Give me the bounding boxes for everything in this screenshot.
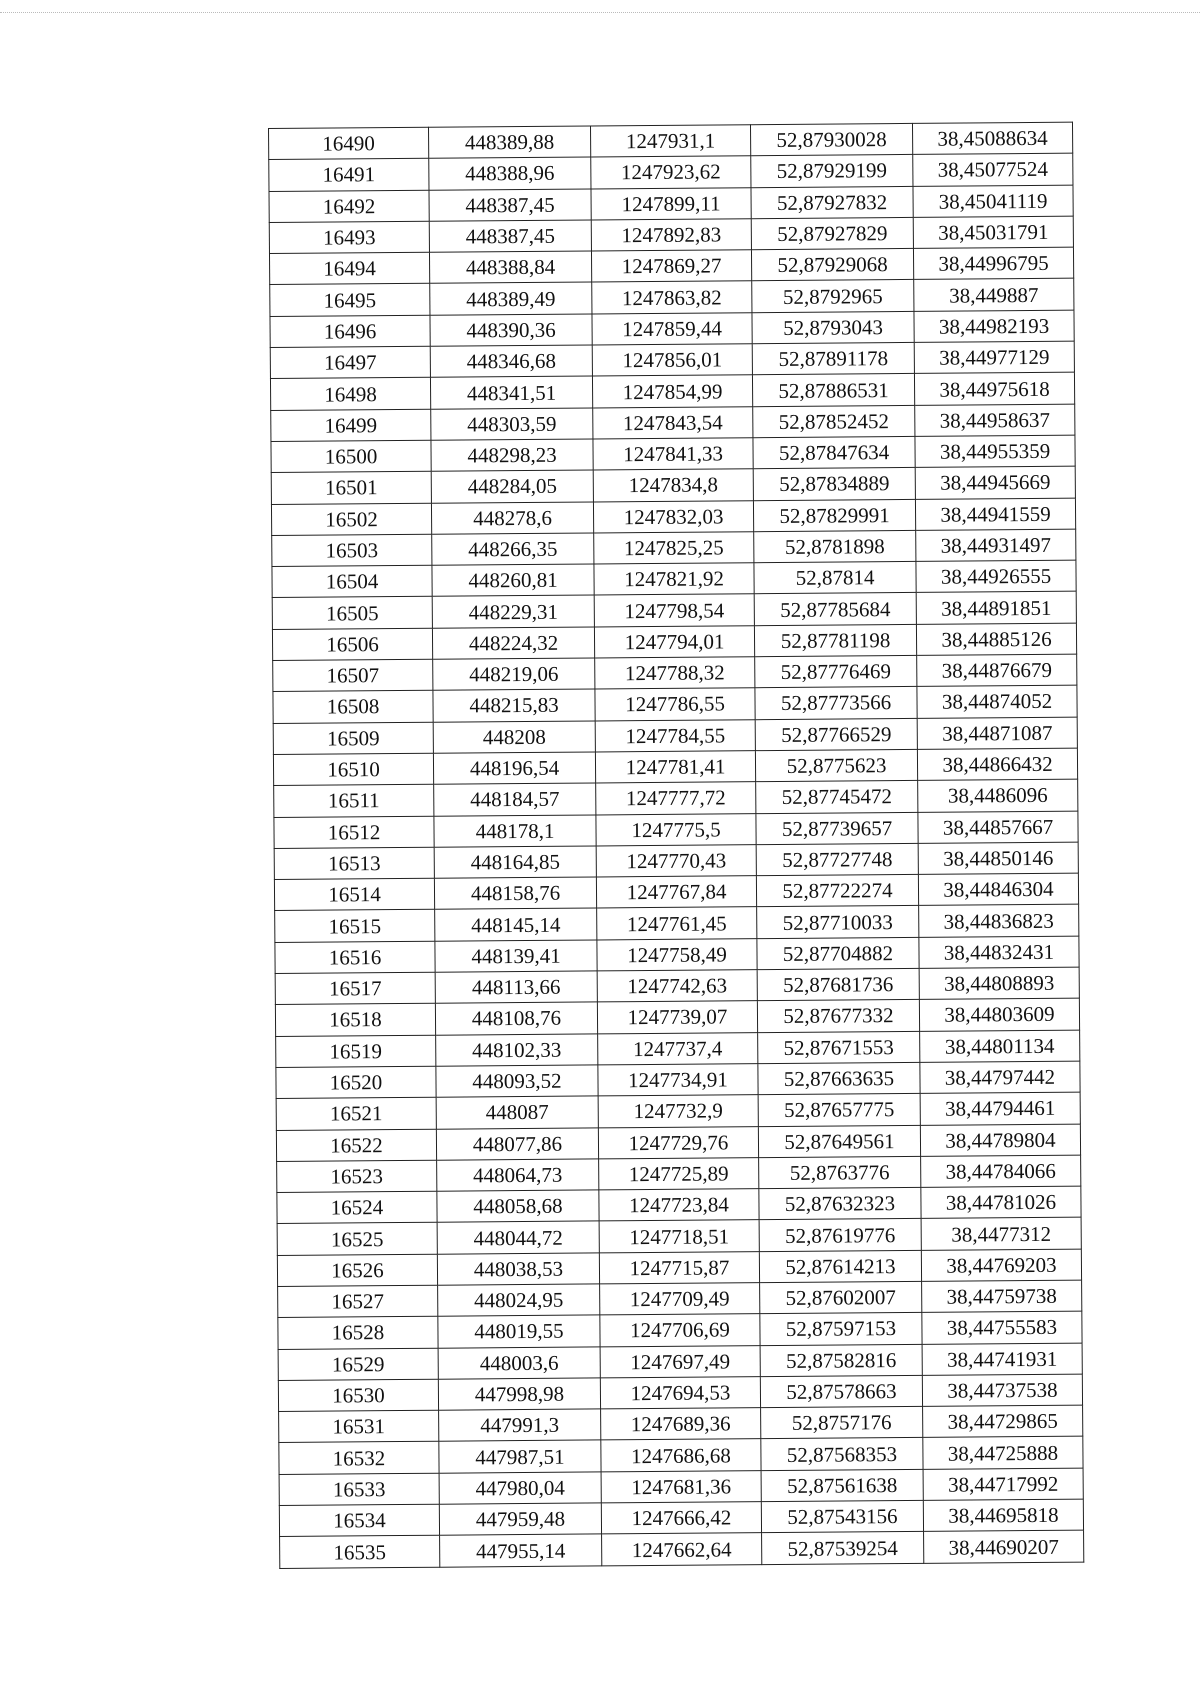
table-cell: 1247854,99	[592, 375, 752, 408]
table-cell: 448058,68	[437, 1190, 599, 1223]
table-cell: 16493	[269, 221, 429, 254]
table-cell: 1247859,44	[592, 312, 752, 345]
coordinates-table	[268, 122, 1084, 1569]
table-cell: 447987,51	[439, 1440, 601, 1473]
table-cell: 448196,54	[433, 752, 595, 785]
table-cell: 52,87704882	[757, 937, 919, 970]
table-cell: 1247686,68	[601, 1439, 761, 1472]
table-cell: 52,87561638	[761, 1469, 923, 1502]
table-cell: 52,87578663	[760, 1375, 922, 1408]
table-cell: 38,44741931	[922, 1343, 1082, 1376]
table-cell: 38,44871087	[917, 717, 1077, 750]
table-cell: 1247662,64	[602, 1533, 762, 1566]
table-cell: 16503	[272, 534, 432, 567]
table-cell: 16502	[271, 503, 431, 536]
table-cell: 38,44958637	[915, 404, 1075, 437]
table-cell: 1247732,9	[598, 1095, 758, 1128]
table-cell: 16516	[275, 941, 435, 974]
table-cell: 16510	[273, 753, 433, 786]
table-cell: 1247781,41	[595, 751, 755, 784]
table-cell: 38,44926555	[916, 560, 1076, 593]
table-cell: 1247821,92	[594, 563, 754, 596]
table-cell: 52,87539254	[762, 1532, 924, 1565]
table-cell: 52,87852452	[753, 405, 915, 438]
table-cell: 448003,6	[438, 1347, 600, 1380]
table-cell: 16523	[277, 1160, 437, 1193]
table-cell: 16507	[273, 659, 433, 692]
table-cell: 16498	[270, 378, 430, 411]
table-cell: 16521	[276, 1097, 436, 1130]
table-cell: 52,87927832	[751, 186, 913, 219]
table-cell: 448219,06	[433, 658, 595, 691]
table-cell: 448208	[433, 721, 595, 754]
table-cell: 1247784,55	[595, 719, 755, 752]
table-cell: 1247742,63	[597, 970, 757, 1003]
table-cell: 448389,49	[430, 282, 592, 315]
table-cell: 52,8763776	[759, 1156, 921, 1189]
table-cell: 38,44846304	[918, 873, 1078, 906]
table-cell: 16496	[270, 315, 430, 348]
table-cell: 52,87847634	[753, 436, 915, 469]
table-cell: 16491	[269, 159, 429, 192]
table-cell: 16525	[277, 1223, 437, 1256]
table-cell: 52,87649561	[758, 1125, 920, 1158]
table-cell: 448284,05	[431, 470, 593, 503]
table-cell: 448024,95	[438, 1284, 600, 1317]
table-cell: 16524	[277, 1191, 437, 1224]
table-cell: 38,44797442	[920, 1061, 1080, 1094]
table-cell: 1247737,4	[598, 1032, 758, 1065]
table-cell: 38,44832431	[919, 936, 1079, 969]
coordinates-table-body	[269, 122, 1084, 1568]
table-cell: 1247697,49	[600, 1345, 760, 1378]
table-cell: 38,44695818	[923, 1499, 1083, 1532]
table-cell: 448108,76	[435, 1002, 597, 1035]
table-cell: 1247770,43	[596, 845, 756, 878]
table-cell: 38,44996795	[913, 247, 1073, 280]
table-cell: 16508	[273, 691, 433, 724]
table-cell: 38,44781026	[921, 1186, 1081, 1219]
table-cell: 1247734,91	[598, 1064, 758, 1097]
table-cell: 1247715,87	[599, 1251, 759, 1284]
table-cell: 52,87834889	[753, 468, 915, 501]
table-cell: 16531	[279, 1410, 439, 1443]
table-cell: 52,87739657	[756, 812, 918, 845]
table-cell: 16506	[272, 628, 432, 661]
table-cell: 1247706,69	[600, 1314, 760, 1347]
table-cell: 1247863,82	[592, 281, 752, 314]
table-cell: 448346,68	[430, 345, 592, 378]
table-cell: 448390,36	[430, 314, 592, 347]
table-cell: 52,87814	[754, 562, 916, 595]
table-cell: 447959,48	[439, 1503, 601, 1536]
table-cell: 1247843,54	[593, 406, 753, 439]
table-cell: 52,8793043	[752, 311, 914, 344]
table-cell: 1247761,45	[597, 907, 757, 940]
table-cell: 52,8781898	[754, 530, 916, 563]
table-cell: 38,44801134	[920, 1030, 1080, 1063]
table-cell: 1247899,11	[591, 187, 751, 220]
table-cell: 448229,31	[432, 595, 594, 628]
table-cell: 448178,1	[434, 814, 596, 847]
table-cell: 52,87602007	[760, 1281, 922, 1314]
table-cell: 52,87891178	[752, 343, 914, 376]
table-cell: 1247729,76	[598, 1126, 758, 1159]
table-cell: 1247841,33	[593, 438, 753, 471]
table-cell: 1247892,83	[591, 219, 751, 252]
table-cell: 52,87619776	[759, 1219, 921, 1252]
table-cell: 38,44857667	[918, 811, 1078, 844]
table-cell: 448102,33	[436, 1034, 598, 1067]
table-cell: 447955,14	[440, 1534, 602, 1567]
table-cell: 1247869,27	[591, 250, 751, 283]
table-cell: 52,87657775	[758, 1094, 920, 1127]
table-cell: 16514	[274, 878, 434, 911]
table-cell: 448341,51	[430, 376, 592, 409]
table-cell: 52,87710033	[757, 906, 919, 939]
table-cell: 38,44982193	[914, 310, 1074, 343]
table-cell: 38,44977129	[914, 341, 1074, 374]
table-row	[280, 1530, 1084, 1568]
table-cell: 38,44941559	[915, 498, 1075, 531]
table-cell: 448064,73	[437, 1159, 599, 1192]
table-cell: 52,87927829	[751, 217, 913, 250]
table-cell: 16528	[278, 1316, 438, 1349]
table-cell: 16526	[277, 1254, 437, 1287]
table-cell: 1247767,84	[596, 876, 756, 909]
table-cell: 52,87632323	[759, 1187, 921, 1220]
table-cell: 38,45031791	[913, 216, 1073, 249]
table-cell: 52,87582816	[760, 1344, 922, 1377]
table-cell: 38,44717992	[923, 1468, 1083, 1501]
table-cell: 16517	[275, 972, 435, 1005]
table-cell: 1247723,84	[599, 1189, 759, 1222]
table-cell: 52,87614213	[759, 1250, 921, 1283]
table-cell: 16522	[276, 1129, 436, 1162]
table-cell: 447980,04	[439, 1472, 601, 1505]
table-cell: 16513	[274, 847, 434, 880]
table-cell: 38,44759738	[922, 1280, 1082, 1313]
table-cell: 448298,23	[431, 439, 593, 472]
table-cell: 38,44955359	[915, 435, 1075, 468]
table-cell: 16512	[274, 816, 434, 849]
table-cell: 38,44874052	[917, 686, 1077, 719]
table-cell: 16519	[276, 1035, 436, 1068]
table-cell: 448387,45	[429, 189, 591, 222]
table-cell: 1247689,36	[601, 1408, 761, 1441]
table-cell: 38,44690207	[924, 1530, 1084, 1563]
table-cell: 52,87597153	[760, 1313, 922, 1346]
table-cell: 1247931,1	[590, 125, 750, 158]
table-cell: 448260,81	[432, 564, 594, 597]
table-cell: 38,45077524	[913, 153, 1073, 186]
table-cell: 38,44737538	[922, 1374, 1082, 1407]
table-cell: 16490	[269, 127, 429, 160]
table-cell: 52,87766529	[755, 718, 917, 751]
table-cell: 1247794,01	[594, 625, 754, 658]
table-cell: 52,87722274	[756, 875, 918, 908]
table-cell: 52,8757176	[761, 1407, 923, 1440]
table-cell: 52,87785684	[754, 593, 916, 626]
table-cell: 1247832,03	[593, 500, 753, 533]
table-cell: 38,45088634	[912, 122, 1072, 155]
table-cell: 38,44725888	[923, 1437, 1083, 1470]
table-cell: 1247825,25	[594, 532, 754, 565]
table-cell: 448164,85	[434, 846, 596, 879]
table-cell: 16534	[279, 1504, 439, 1537]
table-cell: 1247666,42	[601, 1502, 761, 1535]
table-cell: 16515	[275, 910, 435, 943]
table-cell: 16495	[270, 284, 430, 317]
table-cell: 38,44876679	[917, 654, 1077, 687]
table-cell: 448388,96	[429, 157, 591, 190]
table-cell: 1247788,32	[595, 657, 755, 690]
table-cell: 38,4477312	[921, 1218, 1081, 1251]
table-cell: 1247681,36	[601, 1470, 761, 1503]
table-cell: 1247923,62	[591, 156, 751, 189]
table-cell: 16511	[274, 784, 434, 817]
table-cell: 448145,14	[435, 908, 597, 941]
table-cell: 38,4486096	[918, 779, 1078, 812]
table-cell: 16504	[272, 565, 432, 598]
table-cell: 52,87681736	[757, 968, 919, 1001]
table-cell: 448184,57	[434, 783, 596, 816]
table-cell: 38,44784066	[921, 1155, 1081, 1188]
table-cell: 38,44755583	[922, 1311, 1082, 1344]
table-cell: 16530	[278, 1379, 438, 1412]
table-cell: 448044,72	[437, 1221, 599, 1254]
table-cell: 1247758,49	[597, 938, 757, 971]
table-cell: 448113,66	[435, 971, 597, 1004]
table-cell: 16499	[271, 409, 431, 442]
table-cell: 448224,32	[432, 627, 594, 660]
table-cell: 16494	[269, 252, 429, 285]
table-cell: 52,8792965	[752, 280, 914, 313]
table-cell: 448388,84	[429, 251, 591, 284]
table-cell: 447998,98	[438, 1378, 600, 1411]
table-cell: 16505	[272, 597, 432, 630]
table-cell: 38,44885126	[916, 623, 1076, 656]
table-cell: 52,87773566	[755, 687, 917, 720]
table-cell: 38,44794461	[920, 1092, 1080, 1125]
table-cell: 1247777,72	[596, 782, 756, 815]
table-cell: 52,87745472	[756, 781, 918, 814]
table-cell: 448139,41	[435, 940, 597, 973]
table-cell: 16500	[271, 440, 431, 473]
table-cell: 38,44789804	[920, 1124, 1080, 1157]
table-cell: 38,449887	[914, 279, 1074, 312]
table-cell: 1247718,51	[599, 1220, 759, 1253]
table-cell: 52,87781198	[754, 624, 916, 657]
table-cell: 52,87568353	[761, 1438, 923, 1471]
table-cell: 38,44945669	[915, 466, 1075, 499]
table-cell: 1247786,55	[595, 688, 755, 721]
table-cell: 38,44975618	[914, 373, 1074, 406]
table-cell: 16497	[270, 346, 430, 379]
table-cell: 52,87677332	[757, 1000, 919, 1033]
table-cell: 16527	[278, 1285, 438, 1318]
table-cell: 448087	[436, 1096, 598, 1129]
table-cell: 52,87929199	[751, 155, 913, 188]
table-cell: 448278,6	[431, 502, 593, 535]
table-cell: 52,87929068	[751, 249, 913, 282]
table-cell: 16532	[279, 1442, 439, 1475]
table-cell: 52,87829991	[753, 499, 915, 532]
table-cell: 52,87727748	[756, 843, 918, 876]
table-cell: 447991,3	[439, 1409, 601, 1442]
table-cell: 448038,53	[437, 1253, 599, 1286]
table-cell: 1247775,5	[596, 813, 756, 846]
table-cell: 52,87663635	[758, 1062, 920, 1095]
table-cell: 38,44891851	[916, 592, 1076, 625]
table-cell: 448266,35	[432, 533, 594, 566]
table-cell: 448158,76	[434, 877, 596, 910]
table-cell: 38,44769203	[921, 1249, 1081, 1282]
scan-edge-line	[0, 12, 1200, 13]
table-cell: 52,87930028	[750, 123, 912, 156]
table-cell: 1247709,49	[600, 1283, 760, 1316]
table-cell: 1247694,53	[600, 1377, 760, 1410]
table-cell: 1247739,07	[597, 1001, 757, 1034]
table-cell: 16533	[279, 1473, 439, 1506]
table-cell: 16520	[276, 1066, 436, 1099]
table-cell: 38,44836823	[919, 905, 1079, 938]
table-cell: 16501	[271, 471, 431, 504]
table-cell: 16509	[273, 722, 433, 755]
table-cell: 448389,88	[428, 126, 590, 159]
table-cell: 38,44803609	[919, 998, 1079, 1031]
table-cell: 448215,83	[433, 689, 595, 722]
table-cell: 448077,86	[436, 1127, 598, 1160]
table-cell: 16492	[269, 190, 429, 223]
table-cell: 38,44931497	[916, 529, 1076, 562]
table-cell: 448019,55	[438, 1315, 600, 1348]
table-cell: 52,87543156	[761, 1500, 923, 1533]
table-cell: 1247856,01	[592, 344, 752, 377]
table-cell: 1247798,54	[594, 594, 754, 627]
table-cell: 38,44866432	[917, 748, 1077, 781]
table-cell: 1247834,8	[593, 469, 753, 502]
table-cell: 52,87886531	[752, 374, 914, 407]
table-cell: 16535	[280, 1536, 440, 1569]
table-cell: 1247725,89	[599, 1157, 759, 1190]
table-cell: 52,87776469	[755, 655, 917, 688]
table-cell: 38,44808893	[919, 967, 1079, 1000]
table-cell: 448093,52	[436, 1065, 598, 1098]
table-cell: 448387,45	[429, 220, 591, 253]
table-cell: 448303,59	[431, 408, 593, 441]
table-cell: 16529	[278, 1348, 438, 1381]
table-cell: 16518	[275, 1004, 435, 1037]
table-cell: 38,44729865	[923, 1405, 1083, 1438]
table-cell: 38,45041119	[913, 185, 1073, 218]
table-cell: 52,87671553	[758, 1031, 920, 1064]
table-cell: 38,44850146	[918, 842, 1078, 875]
table-cell: 52,8775623	[755, 749, 917, 782]
